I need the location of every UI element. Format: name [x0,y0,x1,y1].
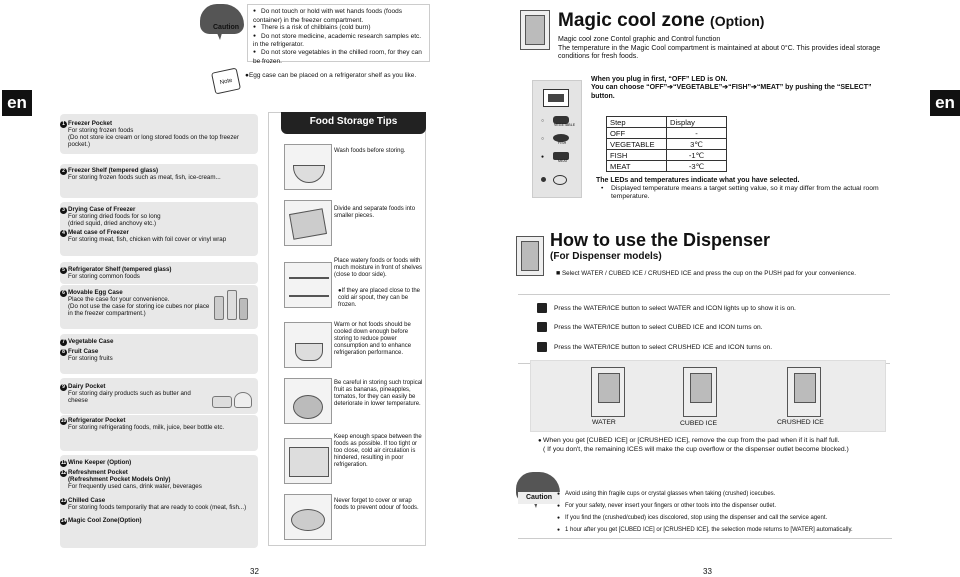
tip-text: Divide and separate foods into smaller pieces. [334,206,416,219]
label-cubed-ice: CUBED ICE [680,420,718,427]
magic-control-panel [532,80,582,198]
caution-item-right: ● For your safety, never insert your fingers or other tools into the dispenser outlet. [565,503,776,510]
plug-text: When you plug in first, “OFF” LED is ON. You can choose “OFF”➔“VEGETABLE”➔“FISH”➔“MEAT” by pushing the “SELECT” button. [591,76,872,100]
temp-display-icon [543,89,569,107]
item-title: Freezer Shelf (tempered glass) [68,167,159,174]
item-title: Movable Egg Case [68,289,123,296]
item-title: Refreshment Pocket (Refreshment Pocket Models Only) [68,469,171,483]
item-number: 9 [60,384,67,391]
divide-foods-image [284,200,332,246]
item-refreshment-pocket [60,469,258,490]
table-cell: VEGETABLE [607,139,667,150]
space-foods-image [284,438,332,484]
dispenser-fridge-icon [516,236,544,276]
item-dairy-pocket [60,383,200,404]
caution-item-right: ● If you find the (crushed/cubed) ices discolored, stop using the dispenser and call the service agent. [565,515,827,522]
item-freezer-pocket [60,120,258,148]
magic-fridge-icon [520,10,550,50]
item-title: Wine Keeper (Option) [68,459,132,466]
water-icon [537,303,547,313]
crushed-ice-icon [537,342,547,352]
tip-text: Never forget to cover or wrap foods to prevent odour of foods. [334,498,419,511]
item-number: 6 [60,290,67,297]
panel-label-meat: MEAT [558,159,568,163]
item-meat-case [60,229,258,243]
cubed-ice-icon [537,322,547,332]
step-text: Press the WATER/ICE button to select WATER and ICON lights up to show it is on. [554,305,796,312]
item-number: 2 [60,168,67,175]
item-title: Chilled Case [68,497,106,504]
item-title: Magic Cool Zone(Option) [68,517,142,524]
item-title: Fruit Case [68,348,99,355]
caution-item: ● There is a risk of chilblains (cold burn) [253,24,427,33]
item-chilled-case [60,497,258,511]
item-desc: For storing fruits [68,355,113,362]
item-desc: For storing refrigerating foods, milk, juice, beer bottle etc. [68,424,225,431]
page-number-right: 33 [703,567,712,576]
table-cell: -1℃ [667,150,727,161]
magic-desc: Magic cool zone Contol graphic and Control function The temperature in the Magic Cool compartment is maintained at about 0°C. This provides ideal storage conditions for fresh foods. [558,36,881,61]
item-fruit-case [60,348,258,362]
dispenser-instruction: ■ Select WATER / CUBED ICE / CRUSHED ICE and press the cup on the PUSH pad for your convenience. [556,270,856,277]
item-number: 8 [60,349,67,356]
item-desc: For storing frozen foods (Do not store ice cream or long stored foods on the top freezer pocket.) [68,127,239,148]
label-crushed-ice: CRUSHED ICE [777,419,824,426]
item-number: 14 [60,518,67,524]
item-number: 1 [60,121,67,128]
tip-text: Place watery foods or foods with much moisture in front of shelves (close to door side). [334,258,423,278]
item-egg-case [60,289,210,317]
item-number: 3 [60,207,67,214]
caution-item-right: ● 1 hour after you get [CUBED ICE] or [CRUSHED ICE], the selection mode returns to [WATER] automatically. [565,527,853,534]
tip-subnote: ●If they are placed close to the cold air spout, they can be frozen. [338,288,421,308]
lang-tab-right: en [930,90,960,116]
item-number: 12 [60,470,67,476]
page-number-left: 32 [250,567,259,576]
item-magic-cool-zone [60,517,258,524]
magic-step-table [606,116,727,172]
food-tips-title: Food Storage Tips [281,112,426,134]
item-title: Vegetable Case [68,338,114,345]
warm-foods-image [284,322,332,368]
item-desc: For storing frozen foods such as meat, fish, ice-cream... [68,174,221,181]
panel-label-vegetable: VEGETABLE [554,123,576,127]
item-vegetable-case [60,338,258,345]
item-title: Meat case of Freezer [68,229,129,236]
item-desc: For storing dairy products such as butter and cheese [68,390,191,404]
item-number: 10 [60,418,67,424]
tropical-fruit-image [284,378,332,424]
led-meat: ● [541,154,545,160]
item-number: 4 [60,230,67,237]
leds-bullet: • Displayed temperature means a target setting value, so it may differ from the actual room temperature. [601,185,879,200]
leds-bullet-text: Displayed temperature means a target setting value, so it may differ from the actual room temperature. [611,185,879,200]
item-desc: For frequently used cans, drink water, beverages [68,483,202,490]
magic-option-text: (Option) [710,13,765,29]
item-desc: For storing common foods [68,273,140,280]
tip-text: Be careful in storing such tropical fruit as bananas, pineapples, tomatos, for they can easily be deteriorate in lower temperature. [334,380,423,407]
caution-box [247,4,430,65]
item-refrigerator-pocket [60,417,258,431]
item-title: Refrigerator Pocket [68,417,126,424]
step-text: Press the WATER/ICE button to select CRUSHED ICE and ICON turns on. [554,344,773,351]
dispenser-crushed-image [787,367,821,417]
table-header-display: Display [667,117,727,128]
dispenser-note: ● When you get [CUBED ICE] or [CRUSHED ICE], remove the cup from the pad when if it is half full. ( If you don't, the remaining ICES will make the cup overflow or the dispenser outlet become blocked.) [538,437,849,453]
dispenser-instruction-text: Select WATER / CUBED ICE / CRUSHED ICE and press the cup on the PUSH pad for your convenience. [561,270,856,277]
item-freezer-shelf [60,167,258,181]
table-cell: - [667,128,727,139]
egg-case-bottles-image [210,288,250,322]
item-refrigerator-shelf [60,266,258,280]
table-cell: FISH [607,150,667,161]
caution-item: ● Do not touch or hold with wet hands foods (foods container) in the freezer compartment. [253,8,427,24]
caution-label: Caution [213,24,240,31]
wash-foods-image [284,144,332,190]
caution-divider [518,538,892,539]
tip-text: Keep enough space between the foods as possible. If too tight or too close, cold air circulation is hindered, resulting in poor refrigeration. [334,434,422,468]
table-cell: OFF [607,128,667,139]
table-cell: -3℃ [667,161,727,172]
tip-text: If they are placed close to the cold air spout, they can be frozen. [338,288,421,308]
item-number: 7 [60,339,67,346]
caution-list [253,8,427,65]
select-hand-icon [553,175,567,185]
magic-title [558,10,764,32]
item-drying-case [60,206,258,227]
dispenser-title: How to use the Dispenser [550,230,771,250]
item-title: Refrigerator Shelf (tempered glass) [68,266,172,273]
caution-item-right: ● Avoid using thin fragile cups or crystal glasses when taking (crushed) icecubes. [565,491,775,498]
caution-item: ● Do not store vegetables in the chilled room, for they can be frozen. [253,49,427,65]
select-button[interactable] [541,177,546,182]
item-desc: Place the case for your convenience. (Do not use the case for storing ice cubes nor place in the freezer compartment.) [68,296,210,317]
panel-label-fish: FISH [558,141,567,145]
dispenser-subtitle: (For Dispenser models) [550,251,662,262]
item-title: Freezer Pocket [68,120,113,127]
table-header-step: Step [607,117,667,128]
note-icon [211,68,241,95]
led-fish: ○ [541,136,545,142]
label-water: WATER [592,419,616,426]
item-title: Drying Case of Freezer [68,206,136,213]
item-title: Dairy Pocket [68,383,106,390]
dairy-cheese-image [212,390,254,410]
item-number: 13 [60,498,67,504]
item-desc: For storing meat, fish, chicken with foil cover or vinyl wrap [68,236,227,243]
caution-item: ● Do not store medicine, academic research samples etc. in the refrigerator. [253,33,427,49]
tip-text: Wash foods before storing. [334,148,406,154]
cover-foods-image [284,494,332,540]
dispenser-water-image [591,367,625,417]
note-label: Note [219,77,234,87]
dispenser-note-text: When you get [CUBED ICE] or [CRUSHED ICE], remove the cup from the pad when if it is half full. ( If you don't, the remaining ICES will make the cup overflow or the dispenser outlet become blocked.) [543,437,849,453]
item-wine-keeper [60,459,258,466]
led-off: ○ [541,118,545,124]
note-text: ●Egg case can be placed on a refrigerator shelf as you like. [245,72,417,79]
lang-tab-left: en [2,90,32,116]
item-desc: For storing dried foods for so long (dried squid, dried anchovy etc.) [68,213,161,227]
caution-label-right: Caution [518,492,560,504]
tip-text: Warm or hot foods should be cooled down enough before storing to reduce power consumption and to enhance refrigeration performance. [334,322,412,356]
table-cell: 3℃ [667,139,727,150]
leds-text: The LEDs and temperatures indicate what you have selected. [596,177,800,184]
step-text: Press the WATER/ICE button to select CUBED ICE and ICON turns on. [554,324,763,331]
table-cell: MEAT [607,161,667,172]
dispenser-cubed-image [683,367,717,417]
item-desc: For storing foods temporarily that are ready to cook (meat, fish...) [68,504,247,511]
item-number: 5 [60,267,67,274]
watery-foods-image [284,262,332,308]
note-text-body: Egg case can be placed on a refrigerator shelf as you like. [248,72,417,79]
magic-title-text: Magic cool zone [558,10,705,31]
item-number: 11 [60,460,67,466]
